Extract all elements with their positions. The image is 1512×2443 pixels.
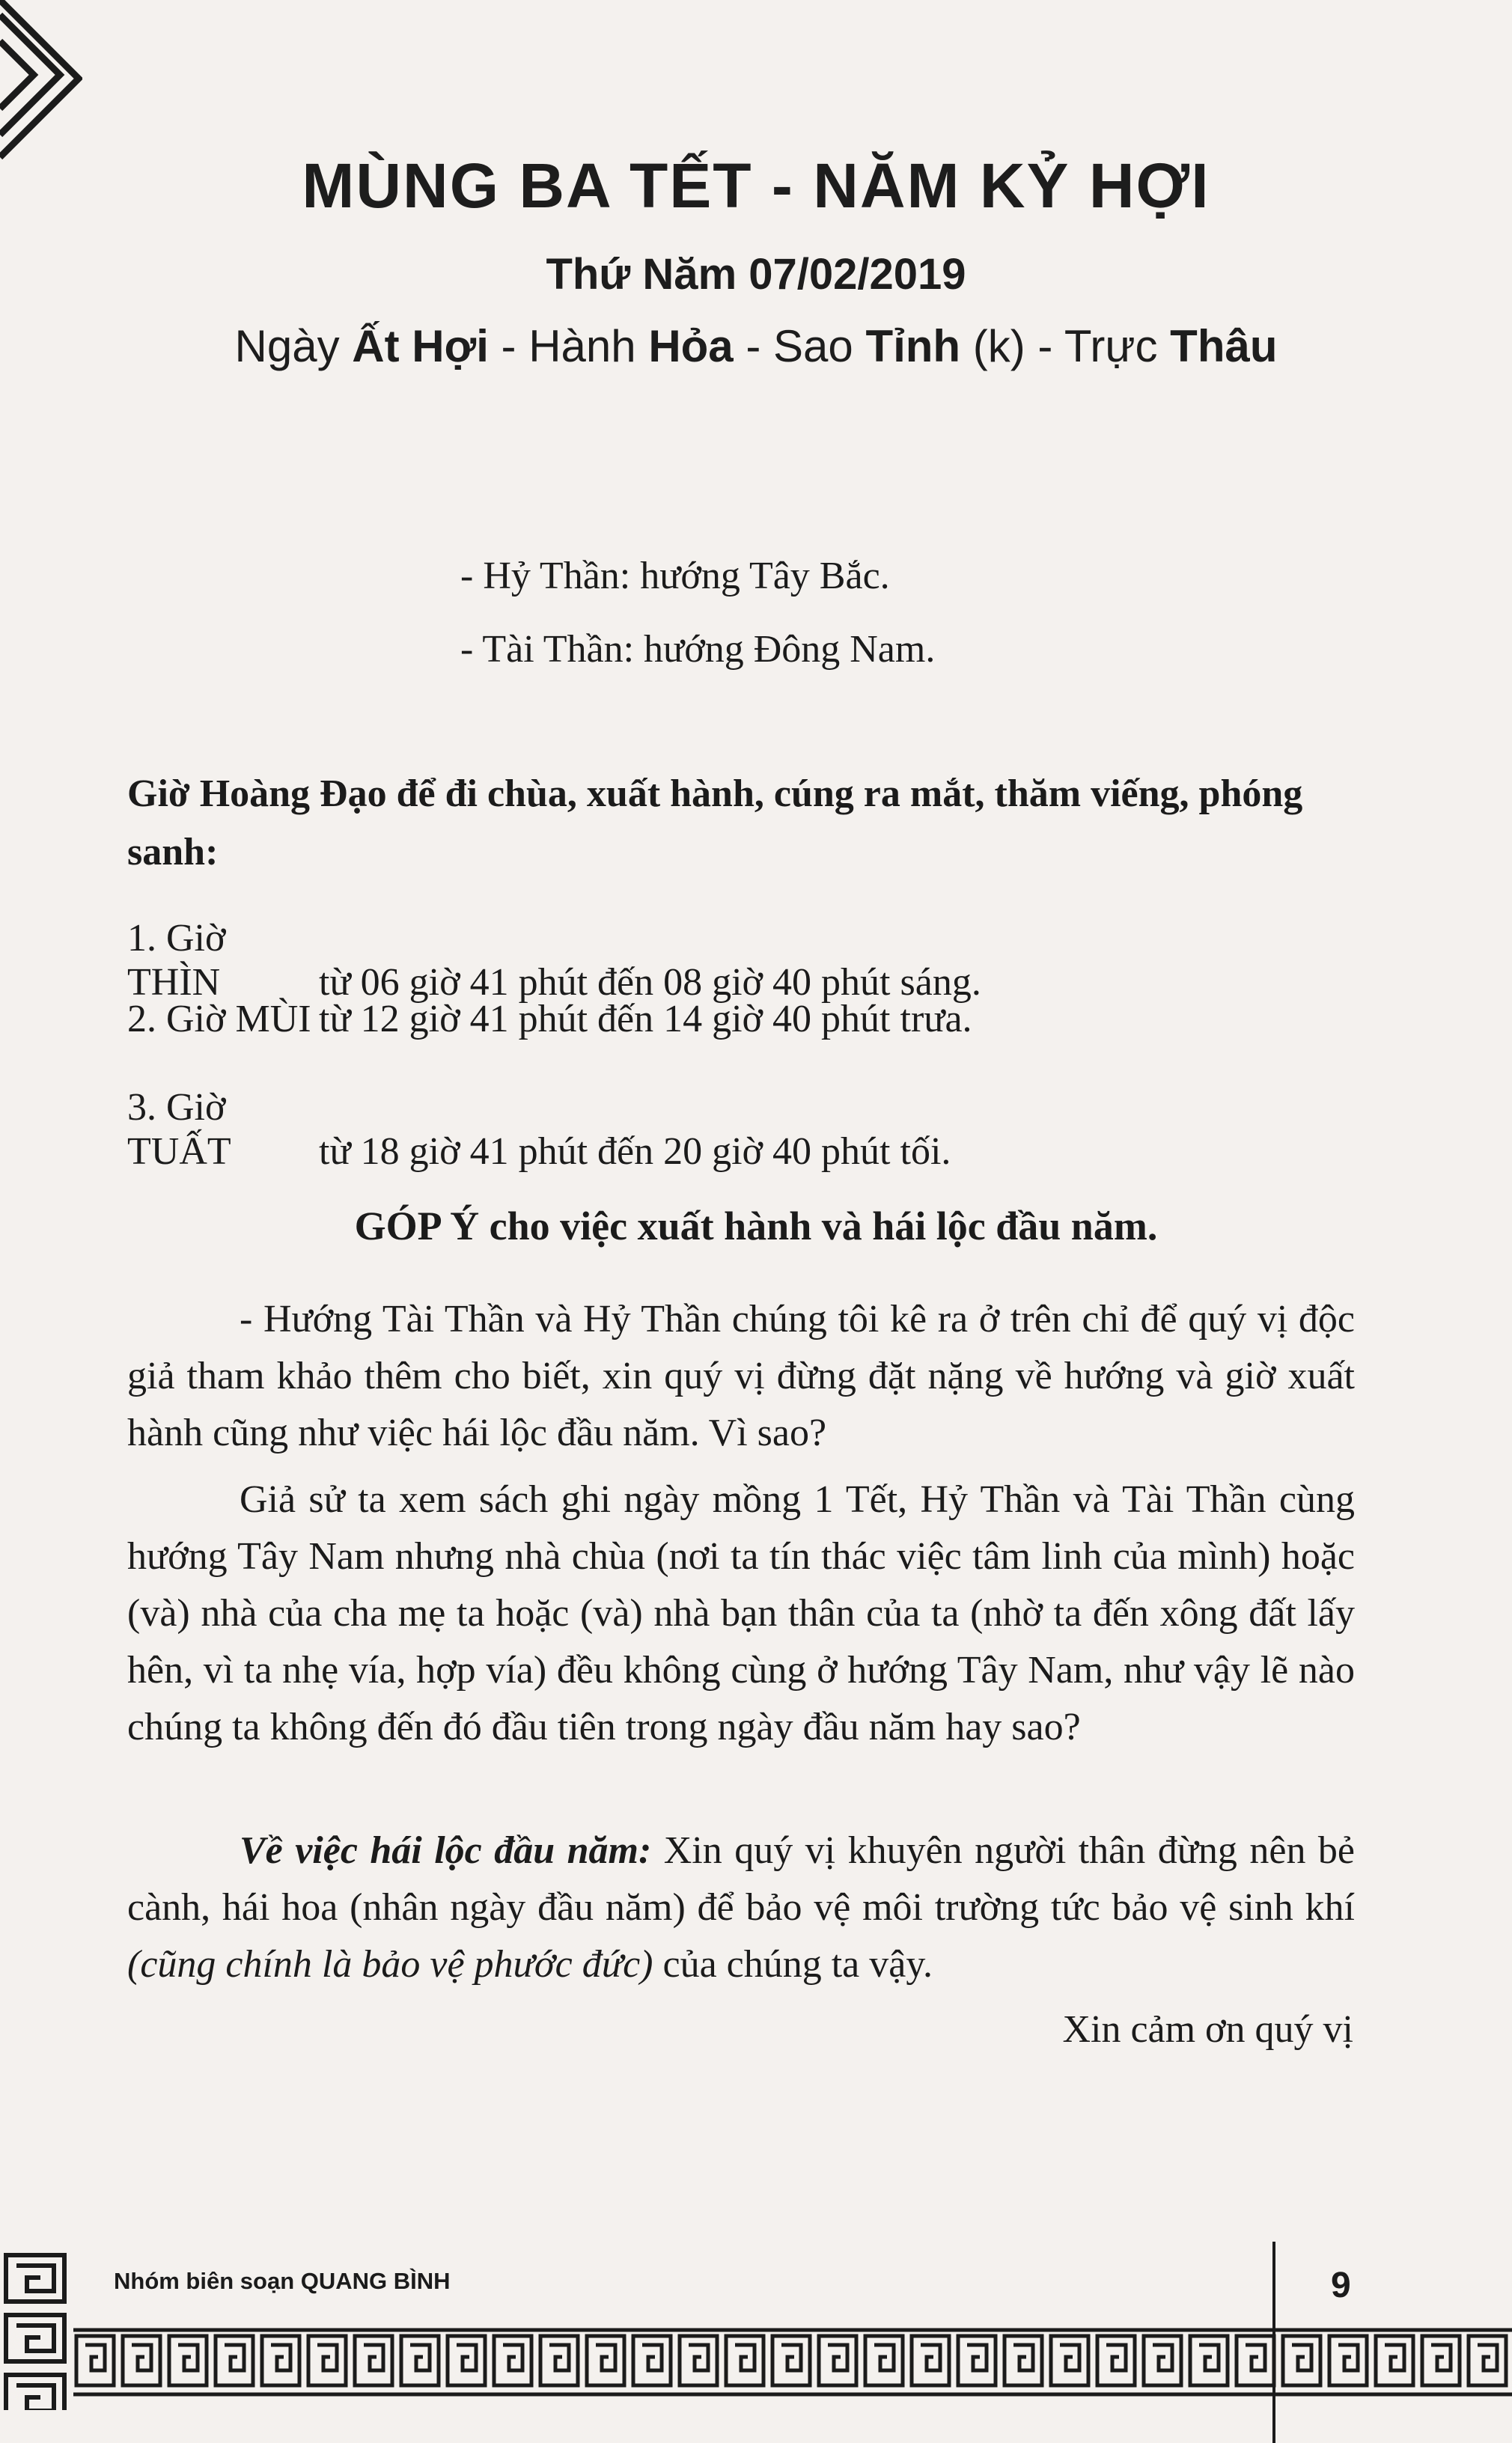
greek-key-border-icon xyxy=(0,2249,1512,2410)
advice-paragraph-1: - Hướng Tài Thần và Hỷ Thần chúng tôi kê ra ở trên chỉ để quý vị độc giả tham khảo thêm cho biết, xin quý vị đừng đặt nặng về hướng và giờ xuất hành cũng như việc hái lộc đầu năm. Vì sao? xyxy=(127,1298,1355,1454)
footer-author: Nhóm biên soạn QUANG BÌNH xyxy=(114,2268,451,2294)
advice-paragraph-3: Về việc hái lộc đầu năm: Xin quý vị khuyên người thân đừng nên bẻ cành, hái hoa (nhân ngày đầu năm) để bảo vệ môi trường tức bảo vệ sinh khí (cũng chính là bảo vệ phước đức) của chúng ta vậy. xyxy=(127,1829,1355,1986)
good-hour-item xyxy=(127,916,981,1004)
good-hour-name: 3. Giờ TUẤT xyxy=(127,1086,231,1173)
good-hours-heading: Giờ Hoàng Đạo để đi chùa, xuất hành, cúng ra mắt, thăm viếng, phóng sanh: xyxy=(127,772,1303,873)
good-hour-name: 2. Giờ MÙI xyxy=(127,998,311,1040)
page-title: MÙNG BA TẾT - NĂM KỶ HỢI xyxy=(302,150,1210,221)
advice-paragraph-2: Giả sử ta xem sách ghi ngày mồng 1 Tết, Hỷ Thần và Tài Thần cùng hướng Tây Nam nhưng nhà chùa (nơi ta tín thác việc tâm linh của mình) hoặc (và) nhà của cha mẹ ta hoặc (và) nhà bạn thân của ta (nhờ ta đến xông đất lấy hên, vì ta nhẹ vía, hợp vía) đều không cùng ở hướng Tây Nam, như vậy lẽ nào chúng ta không đến đó đầu tiên trong ngày đầu năm hay sao? xyxy=(127,1478,1355,1748)
good-hour-time: từ 12 giờ 41 phút đến 14 giờ 40 phút trưa. xyxy=(319,998,972,1040)
good-hour-name: 1. Giờ THÌN xyxy=(127,917,226,1004)
good-hour-time: từ 18 giờ 41 phút đến 20 giờ 40 phút tối. xyxy=(319,1130,951,1173)
direction-tai-than: - Tài Thần: hướng Đông Nam. xyxy=(460,628,936,671)
paragraph-lead: Về việc hái lộc đầu năm: xyxy=(240,1829,652,1872)
date-subtitle: Thứ Năm 07/02/2019 xyxy=(546,250,966,299)
thanks-line: Xin cảm ơn quý vị xyxy=(1062,2008,1353,2051)
day-info-line: Ngày Ất Hợi - Hành Hỏa - Sao Tỉnh (k) - Trực Thâu xyxy=(234,321,1278,371)
good-hour-time: từ 06 giờ 41 phút đến 08 giờ 40 phút sáng. xyxy=(319,961,981,1004)
advice-heading: GÓP Ý cho việc xuất hành và hái lộc đầu năm. xyxy=(354,1204,1158,1248)
good-hour-item xyxy=(127,997,972,1041)
good-hour-item xyxy=(127,1085,951,1174)
direction-hy-than: - Hỷ Thần: hướng Tây Bắc. xyxy=(460,555,890,597)
page-number: 9 xyxy=(1331,2266,1351,2305)
